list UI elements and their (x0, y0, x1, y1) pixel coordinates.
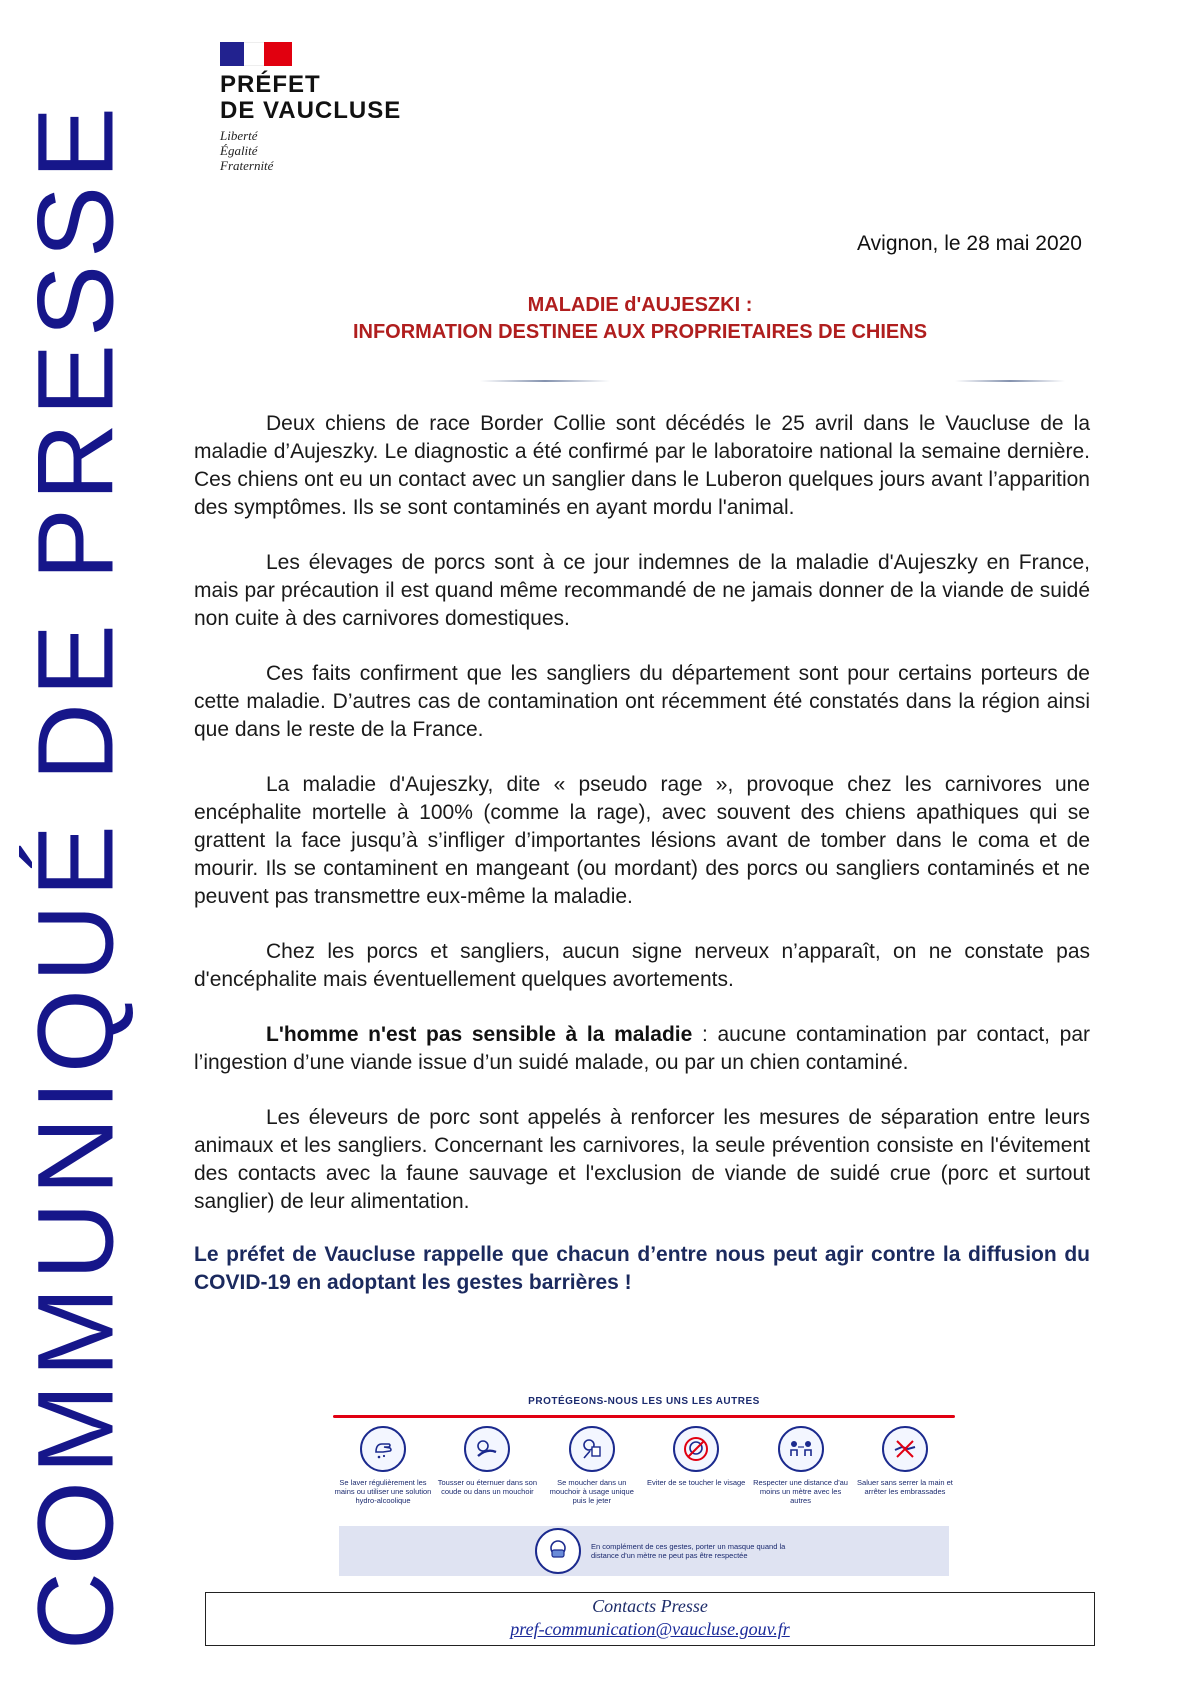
final-statement: Le préfet de Vaucluse rappelle que chacun d’entre nous peut agir contre la diffusion du COVID-19 en adoptant les gestes barrières ! (194, 1243, 1090, 1294)
gesture-caption: Eviter de se toucher le visage (646, 1478, 746, 1487)
covid-red-line (333, 1415, 955, 1418)
paragraph-4: La maladie d'Aujeszky, dite « pseudo rage », provoque chez les carnivores une encéphalite mortelle à 100% (comme la rage), avec souvent des chiens apathiques qui se grattent la face jusqu’à s’infliger d’importantes lésions avant de tomber dans le coma et de mourir. Ils se contaminent en mangeant (ou mordant) des porcs ou sangliers contaminés et ne peuvent pas transmettre eux-même la maladie. (194, 773, 1090, 908)
mask-band (339, 1526, 949, 1576)
banner-text: COMMUNIQUÉ DE PRESSE (14, 99, 136, 1651)
logo-org (220, 72, 401, 124)
tissue-icon (569, 1426, 615, 1472)
gesture-tissue (542, 1426, 642, 1505)
date-line: Avignon, le 28 mai 2020 (857, 232, 1082, 255)
covid-title: PROTÉGEONS-NOUS LES UNS LES AUTRES (528, 1396, 760, 1407)
title-line1: MALADIE d'AUJESZKI : (527, 294, 753, 316)
paragraph-5: Chez les porcs et sangliers, aucun signe nerveux n’apparaît, on ne constate pas d'encéphalite mais éventuellement quelques avortements. (194, 940, 1090, 991)
gesture-hand-wash (333, 1426, 433, 1505)
mask-caption: En complément de ces gestes, porter un masque quand la distance d'un mètre ne peut pas être respectée (591, 1541, 786, 1560)
motto-liberte: Liberté (220, 128, 258, 143)
prefecture-logo (220, 42, 401, 173)
logo-org-line2: DE VAUCLUSE (220, 97, 402, 124)
no-handshake-icon (882, 1426, 928, 1472)
no-face-touch-icon (673, 1426, 719, 1472)
gesture-caption: Respecter une distance d'au moins un mètre avec les autres (753, 1478, 848, 1505)
gesture-distance (751, 1426, 851, 1505)
title-line2: INFORMATION DESTINEE AUX PROPRIETAIRES DE CHIENS (352, 321, 928, 343)
document-title (190, 292, 1090, 346)
marianne-flag-icon (220, 42, 292, 66)
separator-right (955, 380, 1065, 382)
logo-org-line1: PRÉFET (220, 71, 321, 98)
gesture-caption: Tousser ou éternuer dans son coude ou dans un mouchoir (437, 1478, 537, 1496)
paragraph-2: Les élevages de porcs sont à ce jour indemnes de la maladie d'Aujeszky en France, mais par précaution il est quand même recommandé de ne jamais donner de la viande de suidé non cuite à des carnivores domestiques. (194, 551, 1090, 630)
paragraph-6 (194, 1021, 1090, 1077)
vertical-banner (0, 0, 150, 1698)
separator-left (480, 380, 610, 382)
paragraph-3: Ces faits confirment que les sangliers du département sont pour certains porteurs de cette maladie. D’autres cas de contamination ont récemment été constatés dans la région ainsi que dans le reste de la France. (194, 662, 1090, 741)
covid-infographic (333, 1396, 955, 1568)
contacts-label: Contacts Presse (592, 1596, 708, 1616)
logo-motto (220, 128, 401, 173)
cough-elbow-icon (464, 1426, 510, 1472)
motto-fraternite: Fraternité (220, 158, 274, 173)
mask-icon (535, 1528, 581, 1574)
gesture-caption: Se laver régulièrement les mains ou utiliser une solution hydro-alcoolique (334, 1478, 432, 1505)
gesture-no-face-touch (646, 1426, 746, 1505)
motto-egalite: Égalité (220, 143, 258, 158)
gesture-caption: Saluer sans serrer la main et arrêter les embrassades (857, 1478, 953, 1496)
covid-gestures (333, 1426, 955, 1505)
paragraph-6-rest: : aucune contamination par contact, par l’ingestion d’une viande issue d’un suidé malade, ou par un chien contaminé. (194, 1023, 1091, 1074)
paragraph-6-bold: L'homme n'est pas sensible à la maladie (266, 1023, 693, 1046)
distance-icon (778, 1426, 824, 1472)
gesture-cough-elbow (437, 1426, 537, 1505)
gesture-no-handshake (855, 1426, 955, 1505)
hand-wash-icon (360, 1426, 406, 1472)
gesture-caption: Se moucher dans un mouchoir à usage unique puis le jeter (549, 1478, 634, 1505)
paragraph-7: Les éleveurs de porc sont appelés à renforcer les mesures de séparation entre leurs animaux et les sangliers. Concernant les carnivores, la seule prévention consiste en l'évitement des contacts avec la faune sauvage et l'exclusion de viande de suidé crue (porc et surtout sanglier) de leur alimentation. (194, 1106, 1090, 1213)
press-contacts-box (205, 1592, 1095, 1646)
contacts-email-link[interactable]: pref-communication@vaucluse.gouv.fr (510, 1619, 790, 1639)
document-body (194, 410, 1090, 1324)
paragraph-1: Deux chiens de race Border Collie sont décédés le 25 avril dans le Vaucluse de la maladie d’Aujeszky. Le diagnostic a été confirmé par le laboratoire national la semaine dernière. Ces chiens ont eu un contact avec un sanglier dans le Luberon quelques jours avant l’apparition des symptômes. Ils se sont contaminés en ayant mordu l'animal. (194, 412, 1090, 519)
